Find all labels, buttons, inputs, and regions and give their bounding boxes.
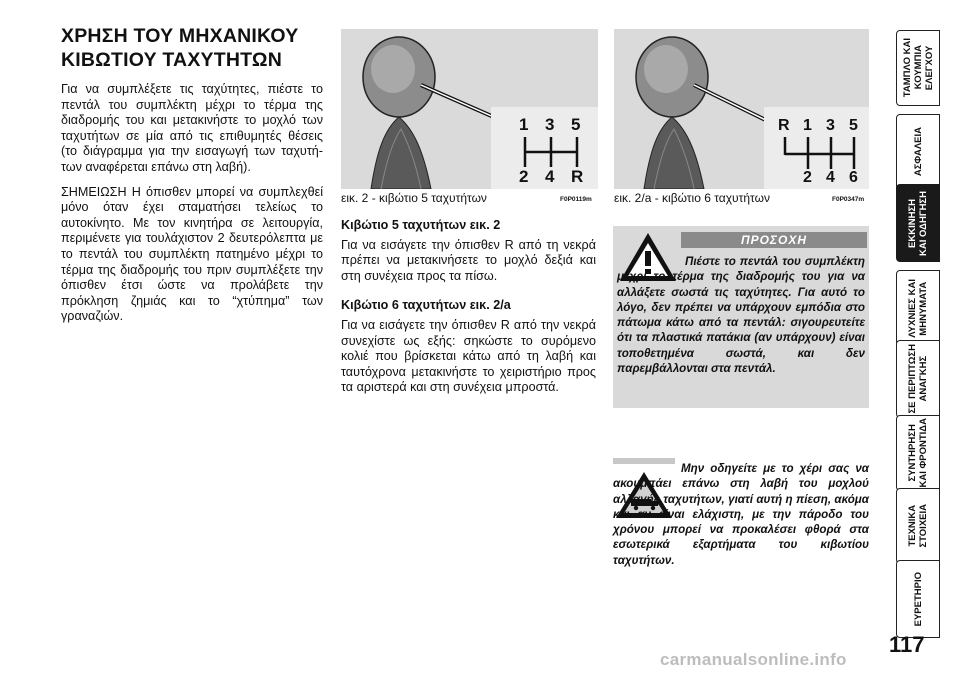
tab-label: ΕΚΚΙΝΗΣΗ ΚΑΙ ΟΔΗΓΗΣΗ <box>907 190 929 256</box>
tab-warning-lights[interactable] <box>896 270 940 346</box>
paragraph-2: ΣΗΜΕΙΩΣΗ Η όπισθεν μπορεί να συμπλεχθεί μόνο όταν έχει σταματήσει τελείως το αυτοκίνητο. Με τον κινητήρα σε λειτουργία, περιμένετε για τουλάχιστον 2 δευτερόλεπτα με το πεντάλ του συμπλέκτη πατημένο μέχρι το τέρμα της διαδρομής του πριν συμπλέξετε την όπισθεν έτσι ώστε να προλάβετε την πρόκληση ζημιάς και το “χτύπημα” των γραναζιών. <box>61 184 323 324</box>
heading-6-speed: Κιβώτιο 6 ταχυτήτων εικ. 2/a <box>341 298 511 313</box>
figure-1-caption: εικ. 2 - κιβώτιο 5 ταχυτήτων <box>341 191 487 205</box>
title-line-2: ΚΙΒΩΤΙΟΥ ΤΑΧΥΤΗΤΩΝ <box>61 49 283 71</box>
tab-label: ΤΑΜΠΛΟ ΚΑΙ ΚΟΥΜΠΙΑ ΕΛΕΓΧΟΥ <box>901 38 935 98</box>
gear-label: 2 <box>803 169 812 186</box>
heading-5-speed: Κιβώτιο 5 ταχυτήτων εικ. 2 <box>341 218 501 232</box>
intro-text <box>61 82 323 325</box>
gear-label: 1 <box>519 115 529 134</box>
tab-emergency[interactable] <box>896 340 940 418</box>
tab-label: ΤΕΧΝΙΚΑ ΣΤΟΙΧΕΙΑ <box>907 504 929 548</box>
left-column <box>61 24 323 334</box>
gear-label: R <box>778 117 790 134</box>
text-6-speed: Για να εισάγετε την όπισθεν R από την νεκρά συνεχίστε ως εξής: σηκώστε το συρόμενο κολιέ που βρίσκεται κάτω από τη λαβή και ταυτόχρονα μετακινήστε το χειριστήριο προς τα αριστερά και στη συνέχεια μπροστά. <box>341 317 596 395</box>
figure-5-speed-gearbox <box>341 29 598 189</box>
tab-label: ΛΥΧΝΙΕΣ ΚΑΙ ΜΗΝΥΜΑΤΑ <box>907 278 929 338</box>
tab-label: ΣΥΝΤΗΡΗΣΗ ΚΑΙ ΦΡΟΝΤΙΔΑ <box>907 418 929 488</box>
middle-column <box>341 218 596 410</box>
watermark: carmanualsonline.info <box>660 650 847 669</box>
figure-1-code: F0P0119m <box>560 196 592 203</box>
figure-2-caption: εικ. 2/a - κιβώτιο 6 ταχυτήτων <box>614 191 770 205</box>
gear-label: 5 <box>849 117 858 134</box>
tab-index[interactable] <box>896 560 940 638</box>
note-box <box>613 455 869 583</box>
gear-label: 4 <box>545 167 555 186</box>
tab-label: ΕΥΡΕΤΗΡΙΟ <box>912 571 924 627</box>
warning-header: ΠΡΟΣΟΧΗ <box>681 232 867 248</box>
figure-6-speed-gearbox <box>614 29 869 189</box>
note-text: Μην οδηγείτε με το χέρι σας να ακουμπάει επάνω στη λαβή του μοχλού αλλαγής ταχυτήτων, γιατί αυτή η πίεση, ακόμα και αν είναι ελάχιστη, με την πάροδο του χρόνου μπορεί να προκαλέσει φθορά στα εσωτερικά εξαρτήματα του κιβωτίου ταχυτήτων. <box>613 462 869 567</box>
paragraph-1: Για να συμπλέξετε τις ταχύτητες, πιέστε το πεντάλ του συμπλέκτη μέχρι το τέρμα της διαδρομής του και μετακινήστε το μοχλό των ταχυτήτων σε μία από τις επιθυμητές θέσεις (το διάγραμμα για την εισαγωγή των ταχυτήτων αναφέρεται επάνω στη λαβή). <box>61 82 323 174</box>
shift-pattern-5 <box>513 115 593 187</box>
text-5-speed: Για να εισάγετε την όπισθεν R από τη νεκρά πρέπει να μετακινήσετε το μοχλό δεξιά και στη συνέχεια προς τα πίσω. <box>341 237 596 283</box>
figure-2-code: F0P0347m <box>832 196 865 203</box>
shift-pattern-6 <box>774 117 866 187</box>
title-line-1: ΧΡΗΣΗ ΤΟΥ ΜΗΧΑΝΙΚΟΥ <box>61 25 299 47</box>
tab-maintenance[interactable] <box>896 415 940 491</box>
gear-label: 5 <box>571 115 581 134</box>
gear-label: R <box>571 167 584 186</box>
gear-label: 2 <box>519 167 529 186</box>
tab-starting-driving[interactable] <box>896 184 940 262</box>
gear-label: 4 <box>826 169 835 186</box>
gear-label: 3 <box>826 117 835 134</box>
tab-dashboard-controls[interactable] <box>896 30 940 106</box>
warning-text: Πιέστε το πεντάλ του συμπλέκτη μέχρι το τέρμα της διαδρομής του για να αλλάξετε σωστά τις ταχύτητες. Για αυτό το λόγο, δεν πρέπει να υπάρχουν εμπόδια στο πάτωμα κάτω από τα πεντάλ: σιγουρευτείτε ότι τα πλαστικά πατάκια (αν υπάρχουν) είναι τοποθετημένα σωστά, και δεν παρεμβάλλονται στα πεντάλ. <box>617 255 865 376</box>
gear-label: 1 <box>803 117 812 134</box>
page-title <box>61 24 323 72</box>
page-number: 117 <box>889 632 925 657</box>
tab-label: ΣΕ ΠΕΡΙΠΤΩΣΗ ΑΝΑΓΚΗΣ <box>907 344 929 414</box>
warning-box <box>613 226 869 408</box>
gear-label: 6 <box>849 169 858 186</box>
tab-technical-data[interactable] <box>896 488 940 564</box>
tab-safety[interactable] <box>896 114 940 190</box>
tab-label: ΑΣΦΑΛΕΙΑ <box>912 127 924 177</box>
gear-label: 3 <box>545 115 555 134</box>
